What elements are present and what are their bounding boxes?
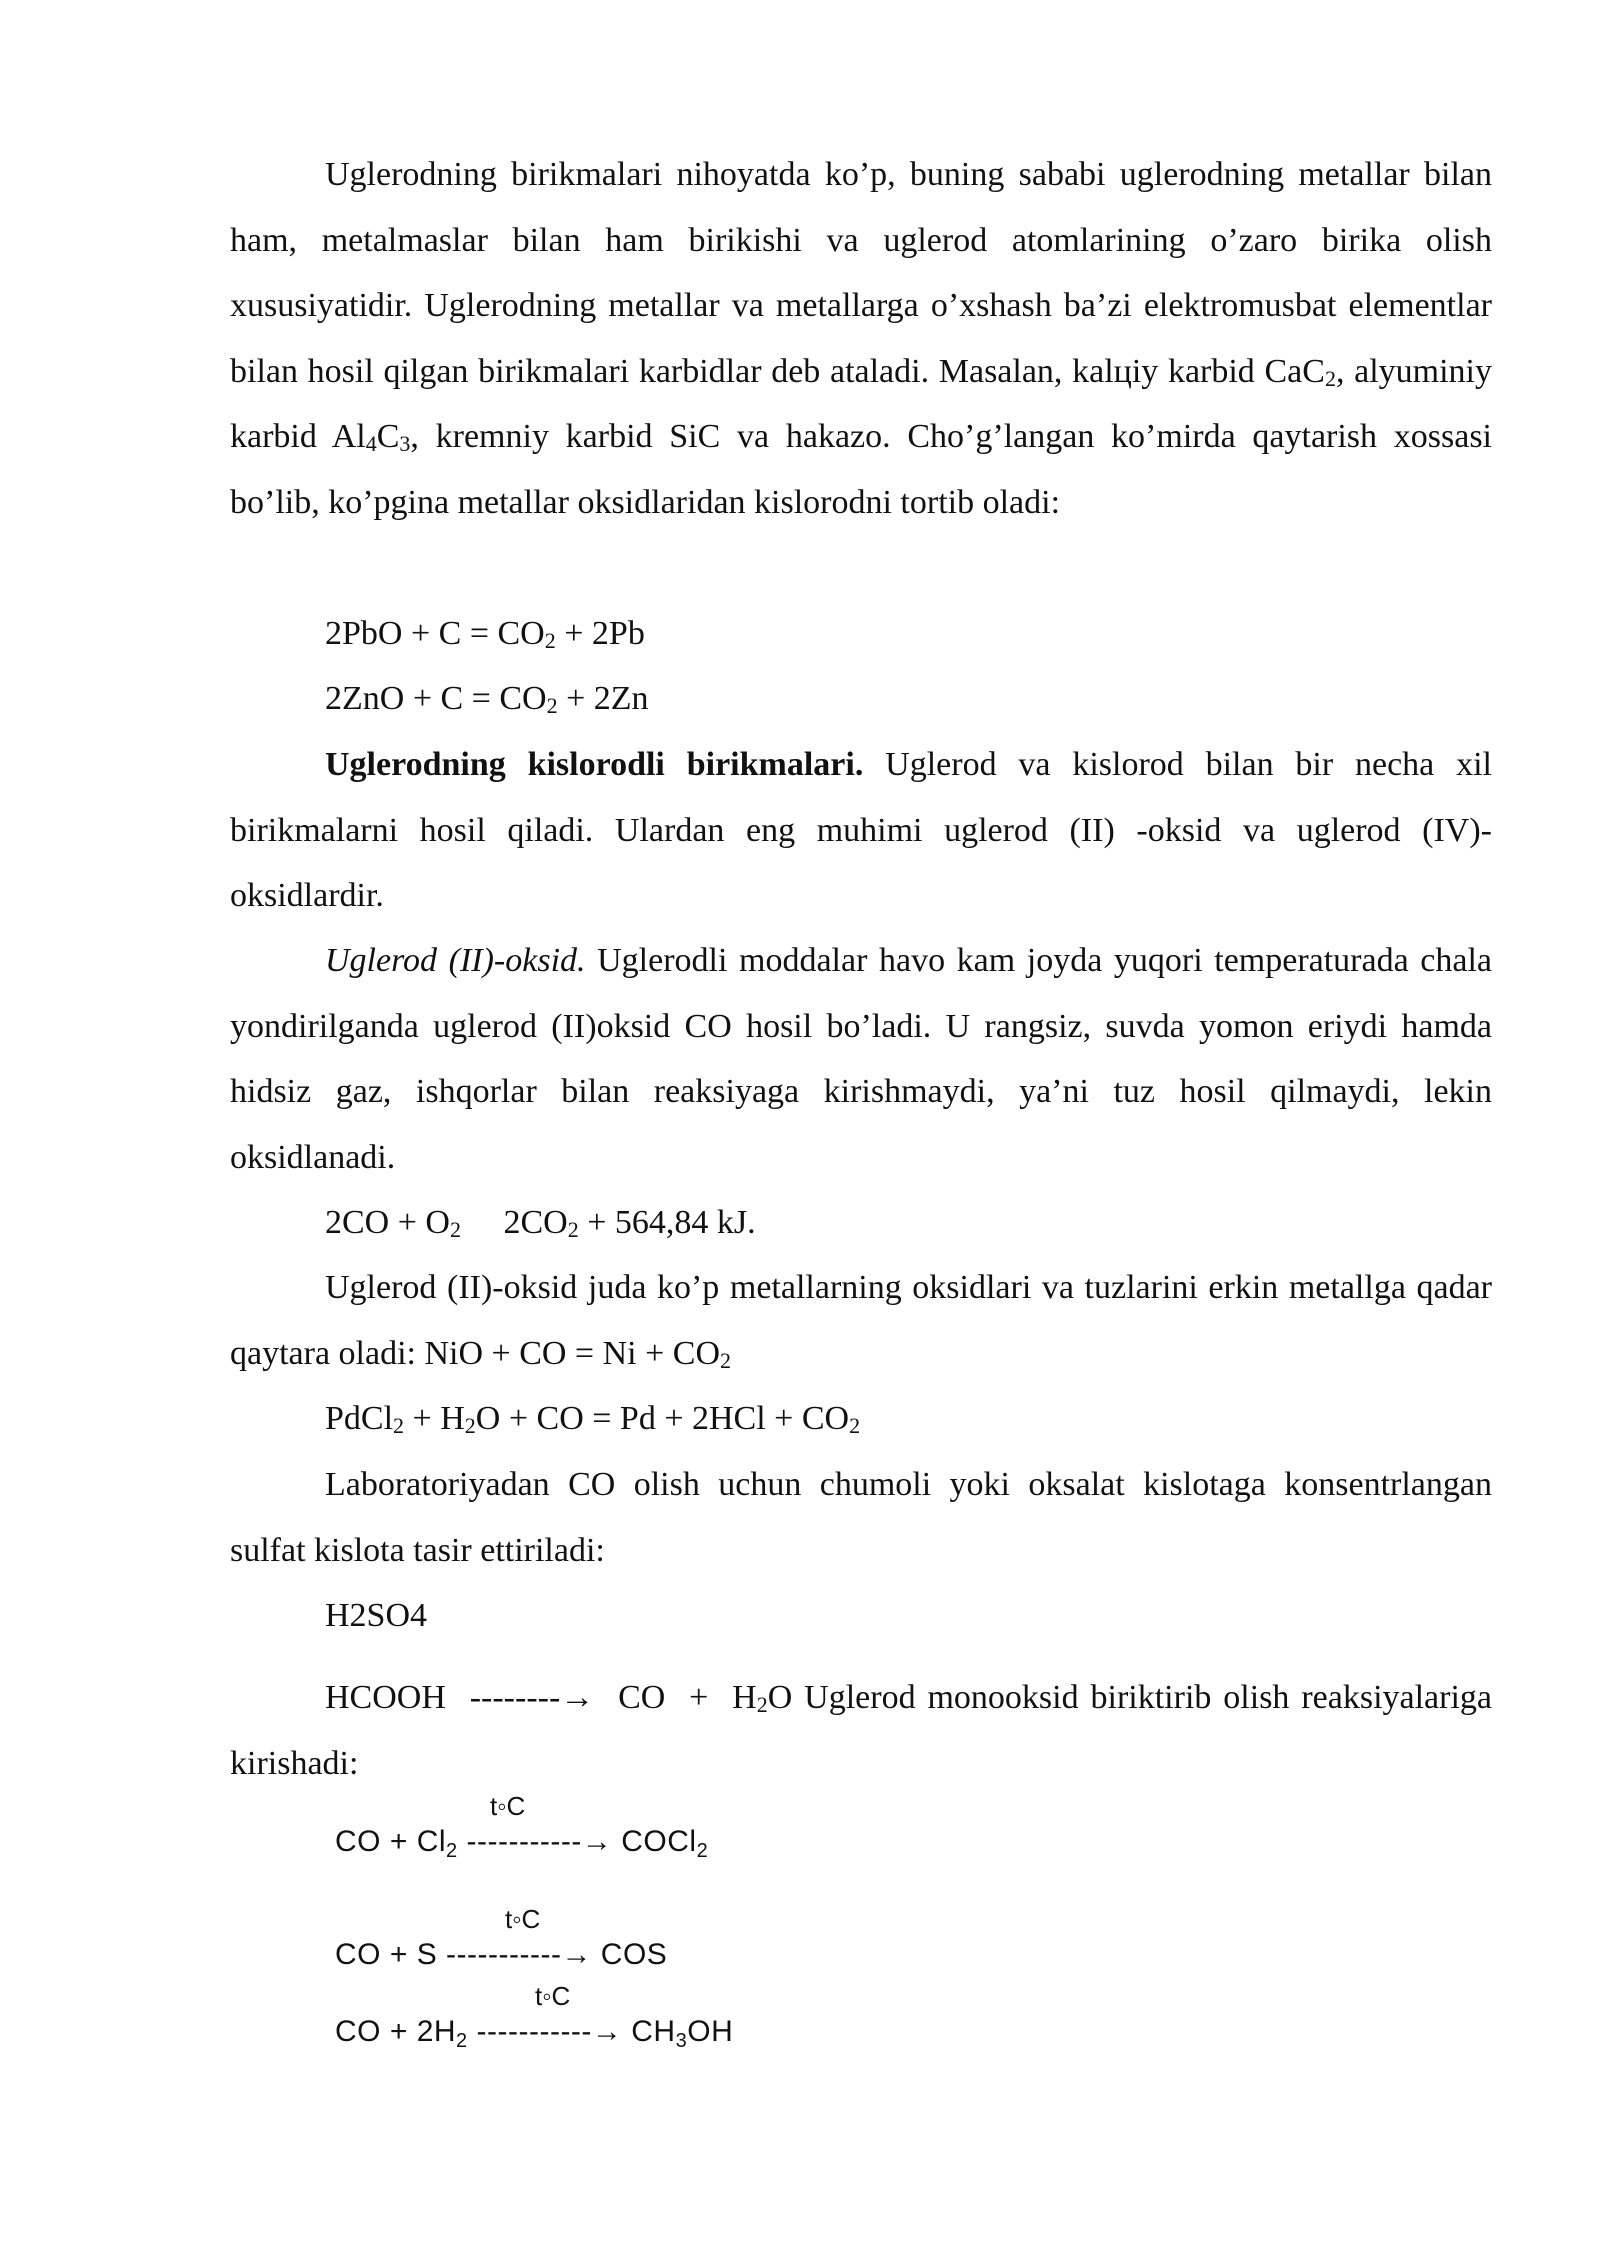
reaction-cos [335, 1904, 668, 1972]
subscript: 2 [446, 1840, 458, 1862]
text: C [376, 418, 400, 455]
subscript: 2 [464, 1413, 476, 1438]
arrow: -----------→ [476, 2015, 623, 2048]
text: 2ZnO + C = CO [325, 680, 547, 717]
text: + 2Pb [555, 615, 645, 652]
text: 2CO + O [325, 1204, 450, 1241]
condition-label: t◦C [535, 1981, 571, 2011]
text: + 2Zn [557, 680, 649, 717]
text: , alyuminiy karbid Al [230, 352, 1492, 455]
subscript: 3 [399, 431, 411, 456]
condition-label: t◦C [490, 1791, 526, 1821]
subscript: 2 [456, 2030, 468, 2052]
text: O + CO = Pd + 2HCl + CO [475, 1400, 850, 1437]
paragraph-oxygen-compounds [230, 732, 1492, 929]
reaction-ch3oh [335, 1981, 734, 2052]
equation-pdcl2 [230, 1386, 1492, 1452]
subscript: 2 [546, 693, 558, 718]
text: H2SO4 [325, 1597, 428, 1634]
equation-zno [230, 666, 1492, 732]
section-heading: Uglerodning kislorodli birikmalari. [325, 746, 864, 783]
reactant: CO + 2H [335, 2015, 457, 2048]
paragraph-carbides [230, 142, 1492, 535]
text: Uglerod (II)-oksid juda ko’p metallarning oksidlari va tuzlarini erkin metallga qadar qaytara oladi: NiO + CO = Ni + CO [230, 1269, 1492, 1372]
subscript: 2 [567, 1217, 579, 1242]
reaction-cocl2 [335, 1791, 709, 1862]
text: , kremniy karbid SiC va hakazo. Cho’g’langan ko’mirda qaytarish xossasi bo’lib, ko’pgina metallar oksidlaridan kislorodni tortib oladi: [230, 418, 1493, 521]
paragraph-laboratory [230, 1452, 1492, 1583]
subscript: 2 [720, 1347, 732, 1373]
arrow: -----------→ [446, 1938, 592, 1971]
text: 2CO [503, 1204, 568, 1241]
text: Laboratoriyadan CO olish uchun chumoli yoki oksalat kislotaga konsentrlangan sulfat kislota tasir ettiriladi: [230, 1466, 1492, 1569]
text: Uglerodning birikmalari nihoyatda ko’p, buning sababi uglerodning metallar bilan ham, metalmaslar bilan ham birikishi va uglerod atomlarining o’zaro birika olish xususiyatidir. Uglerodning metallar va metallarga o’xshash ba’zi elektromusbat elementlar bilan hosil qilgan birikmalari karbidlar deb ataladi. Masalan, kalцiy karbid CaC [230, 156, 1492, 390]
reactant: CO + S [335, 1938, 438, 1971]
condition-label: t◦C [505, 1904, 541, 1934]
subscript: 2 [544, 628, 556, 653]
reactant: CO + Cl [335, 1825, 447, 1858]
arrow: -----------→ [466, 1825, 613, 1858]
text: PdCl [325, 1400, 394, 1437]
text: Uglerodli moddalar havo kam joyda yuqori temperaturada chala yondirilganda uglerod (II)oksid CO hosil bo’ladi. U rangsiz, suvda yomon eriydi hamda hidsiz gaz, ishqorlar bilan reaksiyaga kirishmaydi, ya’ni tuz hosil qilmaydi, lekin oksidlanadi. [230, 942, 1492, 1176]
text: + H [404, 1400, 465, 1437]
gap [461, 1204, 504, 1241]
subscript: 2 [756, 1692, 768, 1717]
subscript: 2 [849, 1413, 861, 1438]
product: COS [600, 1938, 668, 1971]
subscript: 2 [449, 1217, 461, 1242]
equation-pbo [230, 601, 1492, 667]
subscript: 4 [365, 431, 377, 456]
text: Uglerod va kislorod bilan bir necha xil birikmalarni hosil qiladi. Ulardan eng muhimi uglerod (II) -oksid va uglerod (IV)-oksidlardir. [230, 746, 1492, 914]
text: HCOOH --------→ CO + H [325, 1679, 757, 1716]
subscript: 2 [393, 1413, 405, 1438]
subscript: 2 [1324, 365, 1336, 391]
subscript: 3 [675, 2030, 688, 2052]
product: COCl [621, 1825, 697, 1858]
equation-hcooh [230, 1665, 1501, 1796]
text: + 564,84 kJ. [578, 1204, 756, 1241]
product: OH [687, 2015, 734, 2048]
paragraph-reduction [230, 1255, 1492, 1386]
text: O Uglerod monooksid biriktirib olish reaksiyalariga kirishadi: [230, 1679, 1501, 1782]
subscript: 2 [696, 1840, 709, 1862]
catalyst-label [230, 1583, 1492, 1649]
subheading: Uglerod (II)-oksid. [325, 942, 586, 979]
text: 2PbO + C = CO [325, 615, 545, 652]
equation-co-combustion [230, 1190, 1492, 1256]
paragraph-co [230, 928, 1492, 1190]
product: CH [631, 2015, 676, 2048]
